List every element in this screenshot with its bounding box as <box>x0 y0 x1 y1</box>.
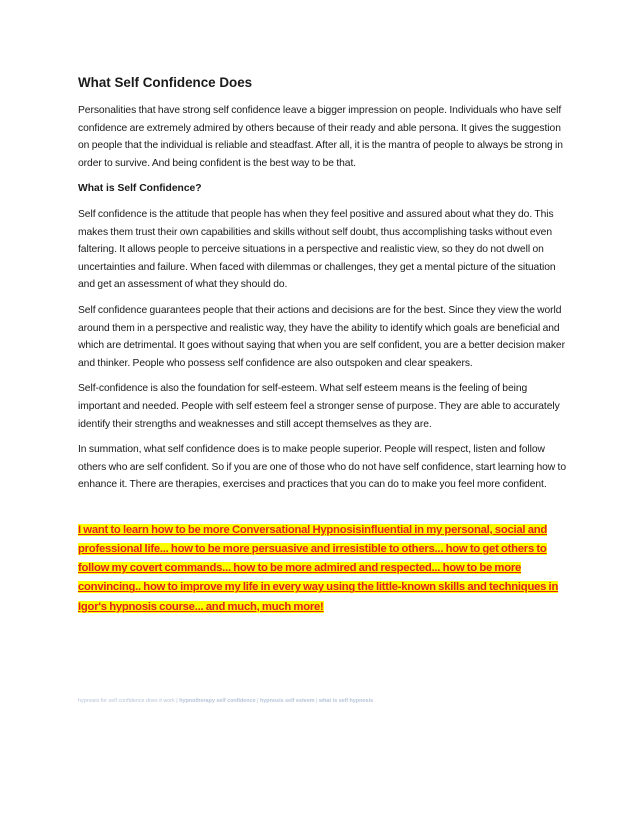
footer-separator: | <box>255 698 260 704</box>
cta-block <box>78 520 568 616</box>
footer-link-3[interactable]: hypnosis self esteem <box>260 698 315 704</box>
page-title: What Self Confidence Does <box>78 75 253 90</box>
cta-link[interactable]: I want to learn how to be more Conversational Hypnosisinfluential in my personal, social and professional life... how to be more persuasive and irresistible to others... how to get others to follow my covert commands... how to be more admired and respected... how to be more convincing.. how to improve my life in every way using the little-known skills and techniques in Igor's hypnosis course... and much, much more! <box>78 523 559 613</box>
footer-separator: | <box>314 698 319 704</box>
section-heading: What is Self Confidence? <box>78 183 202 195</box>
intro-paragraph: Personalities that have strong self confidence leave a bigger impression on people. Individuals who have self confidence are extremely admired by others because of their ready and able persona. It gives the suggestion on people that the individual is reliable and steadfast. After all, it is the mantra of people to always be strong in order to survive. And being confident is the best way to be that. <box>78 105 563 169</box>
footer-link-4[interactable]: what is self hypnosis <box>318 698 374 704</box>
document-body <box>78 74 568 616</box>
footer-links <box>78 697 548 705</box>
footer-separator: | <box>174 698 180 704</box>
paragraph-3: Self-confidence is also the foundation for self-esteem. What self esteem means is the feeling of being important and needed. People with self esteem feel a stronger sense of purpose. They are able to accurately identify their strengths and weaknesses and still accept themselves as they are. <box>78 383 560 430</box>
footer-link-1[interactable]: hypnosis for self confidence does it work <box>78 698 175 704</box>
paragraph-1: Self confidence is the attitude that people has when they feel positive and assured about what they do. This makes them trust their own capabilities and skills without self doubt, thus accomplishing tasks without even faltering. It allows people to perceive situations in a perspective and realistic view, so they do not dwell on uncertainties and failure. When faced with dilemmas or challenges, they get a mental picture of the situation and get an assessment of what they should do. <box>78 208 556 291</box>
paragraph-4: In summation, what self confidence does is to make people superior. People will respect, listen and follow others who are self confident. So if you are one of those who do not have self confidence, start learning how to enhance it. There are therapies, exercises and practices that you can do to make you feel more confident. <box>78 444 567 491</box>
footer-link-2[interactable]: hypnotherapy self confidence <box>179 698 256 704</box>
paragraph-2: Self confidence guarantees people that their actions and decisions are for the best. Since they view the world around them in a perspective and realistic way, they have the ability to identify which goals are beneficial and which are detrimental. It goes without saying that when you are self confident, you are a better decision maker and thinker. People who possess self confidence are also outspoken and clear speakers. <box>78 304 565 369</box>
